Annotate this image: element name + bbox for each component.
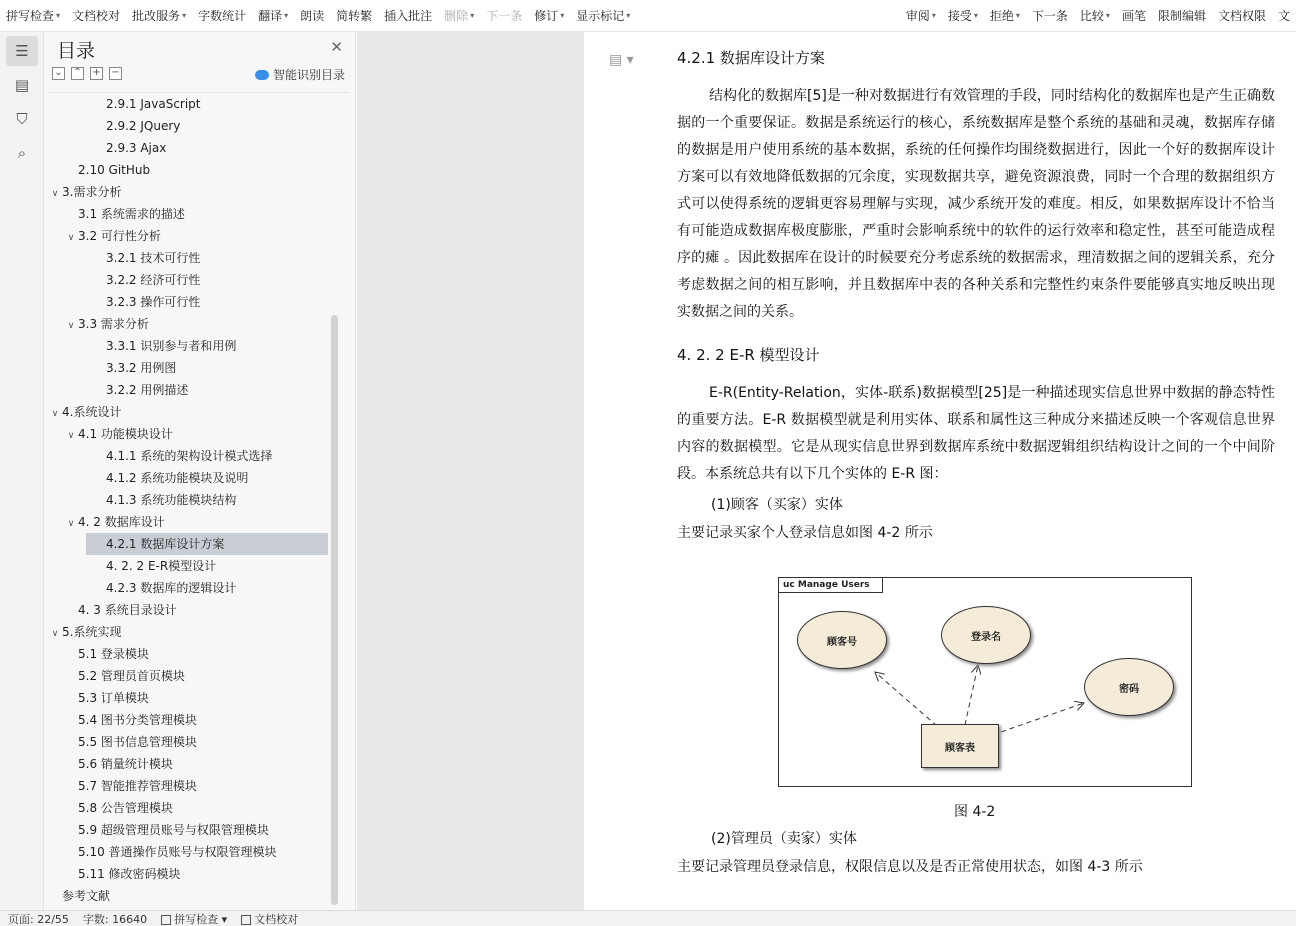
toc-item[interactable] — [48, 885, 333, 907]
toc-item-label: 5.10 普通操作员账号与权限管理模块 — [78, 845, 277, 859]
proofread-label: 文档校对 — [254, 912, 299, 926]
toc-item[interactable] — [48, 863, 333, 885]
toolbar-item-label: 文 — [1277, 9, 1290, 23]
toolbar-item-2-tb-left[interactable] — [126, 5, 192, 27]
toc-item[interactable] — [48, 423, 333, 445]
toolbar-item-5-tb-right[interactable] — [1116, 5, 1152, 27]
toc-item-label: 3.需求分析 — [62, 185, 122, 199]
toc-item-label: 4.2.1 数据库设计方案 — [106, 537, 225, 551]
toc-item-label: 4.1 功能模块设计 — [78, 427, 173, 441]
er-diagram-customer — [778, 577, 1192, 787]
bookmark-icon[interactable]: ⛉ — [16, 110, 28, 128]
toolbar-item-label: 比较 — [1079, 9, 1104, 23]
toc-item[interactable] — [48, 555, 333, 577]
toc-item[interactable] — [48, 643, 333, 665]
review-toolbar — [0, 0, 1296, 32]
checkbox-icon — [241, 915, 251, 925]
toc-item[interactable] — [48, 137, 333, 159]
customer-table-box: 顾客表 — [921, 724, 999, 768]
smart-toc-button[interactable] — [255, 66, 345, 83]
paragraph-db-design: 结构化的数据库[5]是一种对数据进行有效管理的手段，同时结构化的数据库也是产生正确数据的一个重要保证。数据是系统运行的核心，系统数据库是整个系统的基础和灵魂，数据库存储的数据是用户使用系统的基本数据，系统的任何操作均围绕数据进行，因此一个好的数据库设计方案可以有效地降低数据的冗余度，实现数据共享，避免资源浪费，同时一个合理的数据组织方式可以使得系统的逻辑更容易理解与实现，减少系统开发的难度。相反，如果数据库设计不恰当有可能造成数据库极度膨胀，严重时会影响系统中的软件的运行效率和稳定性，甚至可能造成程序的瘫 。因此数据库在设计的时候要充分考虑系统的数据需求，理清数据之间的逻辑关系，充分考虑数据之间的相互影响，并且数据库中表的各种关系和完整性约束条件要能够真实地反映出现实数据之间的关系。 — [677, 88, 1275, 320]
toc-item-label: 5.3 订单模块 — [78, 691, 149, 705]
usecase-customer-id: 顾客号 — [797, 611, 887, 669]
toc-list — [48, 92, 350, 910]
toolbar-item-label: 朗读 — [300, 9, 325, 23]
chevron-down-icon[interactable]: ∨ — [67, 519, 75, 529]
chevron-down-icon: ▾ — [284, 11, 289, 20]
toolbar-item-7-tb-right[interactable] — [1212, 5, 1272, 27]
chevron-down-icon: ▾ — [1105, 11, 1110, 20]
toolbar-item-11-tb-left[interactable] — [570, 5, 636, 27]
document-page[interactable] — [584, 32, 1296, 910]
toc-item-label: 5.6 销量统计模块 — [78, 757, 173, 771]
toolbar-item-2-tb-right[interactable] — [984, 5, 1026, 27]
chevron-down-icon: ▾ — [182, 11, 187, 20]
toolbar-item-label: 文档校对 — [72, 9, 121, 23]
toolbar-item-6-tb-left[interactable] — [330, 5, 378, 27]
left-icon-rail — [0, 32, 44, 910]
entity-customer-item: (1)顾客（买家）实体 — [711, 497, 843, 513]
collapse-icon[interactable]: ⌃ — [71, 67, 84, 80]
toolbar-left-group — [0, 5, 636, 27]
toc-item-label: 3.3.1 识别参与者和用例 — [106, 339, 237, 353]
toc-item-label: 5.8 公告管理模块 — [78, 801, 173, 815]
toc-item-label: 2.9.3 Ajax — [106, 141, 167, 155]
word-count[interactable]: 字数: 16640 — [82, 912, 148, 926]
chevron-down-icon[interactable]: ∨ — [67, 321, 75, 331]
toc-item[interactable] — [48, 313, 333, 335]
toc-scrollbar[interactable] — [331, 315, 338, 905]
toc-item-label: 2.10 GitHub — [78, 163, 151, 177]
toc-item[interactable] — [48, 577, 333, 599]
toc-item[interactable] — [48, 401, 333, 423]
entity-admin-item: (2)管理员（卖家）实体 — [711, 831, 857, 847]
toolbar-item-label: 插入批注 — [384, 9, 433, 23]
expand-icon[interactable]: ⌄ — [52, 67, 65, 80]
toolbar-item-label: 文档权限 — [1217, 9, 1266, 23]
toc-item-label: 3.2.3 操作可行性 — [106, 295, 201, 309]
toc-item[interactable] — [48, 93, 333, 115]
toc-item-label: 5.4 图书分类管理模块 — [78, 713, 197, 727]
toc-item[interactable] — [48, 511, 333, 533]
toolbar-item-label: 删除 — [444, 9, 469, 23]
chevron-down-icon: ▾ — [56, 11, 61, 20]
toc-item-label: 4.2.3 数据库的逻辑设计 — [106, 581, 237, 595]
spell-check-toggle[interactable]: 拼写检查 ▾ — [161, 911, 227, 926]
paragraph-menu-icon[interactable]: ▤ ▾ — [609, 52, 634, 68]
toc-item-label: 3.2.2 用例描述 — [106, 383, 189, 397]
entity-admin-desc: 主要记录管理员登录信息，权限信息以及是否正常使用状态，如图 4-3 所示 — [677, 859, 1143, 875]
toolbar-item-0-tb-left[interactable] — [0, 5, 66, 27]
toc-item-label: 2.9.2 JQuery — [106, 119, 181, 133]
toolbar-item-label: 拼写检查 — [6, 9, 55, 23]
link-actor-uc2 — [965, 665, 978, 725]
toc-item-label: 3.1 系统需求的描述 — [78, 207, 185, 221]
ai-bot-icon — [255, 70, 269, 80]
toc-item[interactable] — [48, 335, 333, 357]
usecase-login-name: 登录名 — [941, 606, 1031, 664]
toc-item-label: 5.系统实现 — [62, 625, 122, 639]
toolbar-item-10-tb-left[interactable] — [528, 5, 570, 27]
toc-item[interactable] — [48, 797, 333, 819]
toolbar-item-label: 下一条 — [1031, 9, 1068, 23]
toolbar-item-label: 审阅 — [905, 9, 930, 23]
toolbar-item-label: 简转繁 — [336, 9, 373, 23]
paragraph-er-model: E-R(Entity-Relation，实体-联系)数据模型[25]是一种描述现实信息世界中数据的静态特性的重要方法。E-R 数据模型就是利用实体、联系和属性这三种成分来描述反映一个客观信息世界内容的数据模型。它是从现实信息世界到数据库系统中数据逻辑组织结构设计之间的一个中间阶段。本系统总共有以下几个实体的 E-R 图： — [677, 385, 1275, 482]
toolbar-item-label: 限制编辑 — [1157, 9, 1206, 23]
smart-toc-label: 智能识别目录 — [272, 68, 345, 82]
toc-item-label: 5.9 超级管理员账号与权限管理模块 — [78, 823, 269, 837]
toc-item-label: 4.1.1 系统的架构设计模式选择 — [106, 449, 273, 463]
toc-item[interactable] — [48, 775, 333, 797]
toc-item[interactable] — [48, 731, 333, 753]
chevron-down-icon[interactable]: ∨ — [67, 431, 75, 441]
remove-heading-icon[interactable]: − — [109, 67, 122, 80]
toolbar-item-label: 接受 — [947, 9, 972, 23]
toc-item[interactable] — [48, 225, 333, 247]
toolbar-item-label: 下一条 — [486, 9, 523, 23]
toc-item[interactable] — [48, 181, 333, 203]
toc-item[interactable] — [48, 115, 333, 137]
toc-tools — [52, 67, 122, 80]
toc-item[interactable] — [48, 489, 333, 511]
toolbar-item-label: 显示标记 — [576, 9, 625, 23]
toc-item[interactable] — [48, 819, 333, 841]
toc-item[interactable] — [48, 269, 333, 291]
toolbar-item-0-tb-right[interactable] — [900, 5, 942, 27]
toolbar-item-1-tb-left[interactable] — [66, 5, 126, 27]
toc-item-label: 5.2 管理员首页模块 — [78, 669, 185, 683]
toc-item[interactable] — [48, 379, 333, 401]
heading-4-2-1: 4.2.1 数据库设计方案 — [677, 49, 825, 67]
search-icon[interactable]: ⌕ — [17, 144, 27, 162]
toc-item-label: 4. 2. 2 E-R模型设计 — [106, 559, 217, 573]
chevron-down-icon[interactable]: ∨ — [51, 409, 59, 419]
toolbar-right-group — [900, 5, 1296, 27]
toc-item[interactable] — [48, 753, 333, 775]
toolbar-item-3-tb-right[interactable] — [1026, 5, 1074, 27]
toolbar-item-1-tb-right[interactable] — [942, 5, 984, 27]
toolbar-item-3-tb-left[interactable] — [192, 5, 252, 27]
toolbar-item-label: 画笔 — [1121, 9, 1146, 23]
usecase-password: 密码 — [1084, 658, 1174, 716]
toolbar-item-4-tb-left[interactable] — [252, 5, 294, 27]
link-actor-uc1 — [875, 672, 937, 726]
toc-item-label: 5.5 图书信息管理模块 — [78, 735, 197, 749]
toc-item[interactable] — [48, 357, 333, 379]
link-actor-uc3 — [1001, 703, 1084, 732]
chevron-down-icon[interactable]: ∨ — [51, 189, 59, 199]
page-indicator[interactable]: 页面: 22/55 — [8, 912, 69, 926]
chevron-down-icon: ▾ — [560, 11, 565, 20]
proofread-toggle[interactable] — [241, 911, 298, 926]
chevron-down-icon: ▾ — [470, 11, 475, 20]
toc-item-label: 4.1.3 系统功能模块结构 — [106, 493, 237, 507]
toc-item[interactable] — [48, 291, 333, 313]
status-bar — [0, 910, 1296, 926]
toc-item-label: 5.7 智能推荐管理模块 — [78, 779, 197, 793]
close-icon[interactable]: ✕ — [330, 38, 343, 56]
toc-panel — [44, 32, 356, 910]
chevron-down-icon: ▾ — [973, 11, 978, 20]
toc-item-label: 3.3.2 用例图 — [106, 361, 177, 375]
chevron-down-icon: ▾ — [931, 11, 936, 20]
toc-title: 目录 — [57, 40, 96, 62]
toc-item[interactable] — [48, 445, 333, 467]
toolbar-item-9-tb-left[interactable] — [480, 5, 528, 27]
toc-item-label: 3.2.1 技术可行性 — [106, 251, 201, 265]
toc-item[interactable] — [48, 467, 333, 489]
heading-4-2-2: 4. 2. 2 E-R 模型设计 — [677, 346, 820, 364]
toolbar-item-label: 字数统计 — [198, 9, 247, 23]
toc-item-label: 5.11 修改密码模块 — [78, 867, 181, 881]
toc-item[interactable] — [48, 665, 333, 687]
entity-customer-desc: 主要记录买家个人登录信息如图 4-2 所示 — [677, 525, 933, 541]
toolbar-item-label: 批改服务 — [132, 9, 181, 23]
toc-item[interactable] — [48, 687, 333, 709]
toolbar-item-8-tb-right[interactable] — [1272, 5, 1296, 27]
toc-item-label: 3.3 需求分析 — [78, 317, 149, 331]
toc-item[interactable] — [86, 533, 328, 555]
toc-item-label: 5.1 登录模块 — [78, 647, 149, 661]
navigation-pane-icon[interactable]: ▤ — [14, 76, 30, 94]
toc-item-label: 3.2.2 经济可行性 — [106, 273, 201, 287]
toc-item-label: 2.9.1 JavaScript — [106, 97, 201, 111]
chevron-down-icon: ▾ — [626, 11, 631, 20]
toc-item[interactable] — [48, 709, 333, 731]
chevron-down-icon[interactable]: ∨ — [67, 233, 75, 243]
toolbar-item-8-tb-left[interactable] — [438, 5, 480, 27]
chevron-down-icon: ▾ — [1015, 11, 1020, 20]
add-heading-icon[interactable]: + — [90, 67, 103, 80]
toc-item-label: 参考文献 — [62, 889, 111, 903]
toolbar-item-label: 拒绝 — [989, 9, 1014, 23]
toc-item[interactable] — [48, 203, 333, 225]
toc-item-label: 4. 2 数据库设计 — [78, 515, 165, 529]
toolbar-item-5-tb-left[interactable] — [294, 5, 330, 27]
toolbar-item-4-tb-right[interactable] — [1074, 5, 1116, 27]
toc-panel-icon[interactable]: ☰ — [6, 36, 38, 66]
toc-item-label: 3.2 可行性分析 — [78, 229, 161, 243]
figure-caption: 图 4-2 — [954, 804, 996, 820]
spell-check-label: 拼写检查 — [174, 912, 219, 926]
document-canvas — [357, 32, 1296, 910]
diagram-frame-label: uc Manage Users — [779, 578, 883, 593]
toc-item[interactable] — [48, 159, 333, 181]
checkbox-icon — [161, 915, 171, 925]
toc-item[interactable] — [48, 841, 333, 863]
toolbar-item-6-tb-right[interactable] — [1152, 5, 1212, 27]
toolbar-item-label: 翻译 — [258, 9, 283, 23]
toc-item[interactable] — [48, 247, 333, 269]
toolbar-item-7-tb-left[interactable] — [378, 5, 438, 27]
toc-item[interactable] — [48, 599, 333, 621]
toc-item-label: 4.1.2 系统功能模块及说明 — [106, 471, 249, 485]
toc-item-label: 4. 3 系统目录设计 — [78, 603, 177, 617]
toc-item-label: 4.系统设计 — [62, 405, 122, 419]
toc-item[interactable] — [48, 621, 333, 643]
chevron-down-icon[interactable]: ∨ — [51, 629, 59, 639]
toolbar-item-label: 修订 — [534, 9, 559, 23]
